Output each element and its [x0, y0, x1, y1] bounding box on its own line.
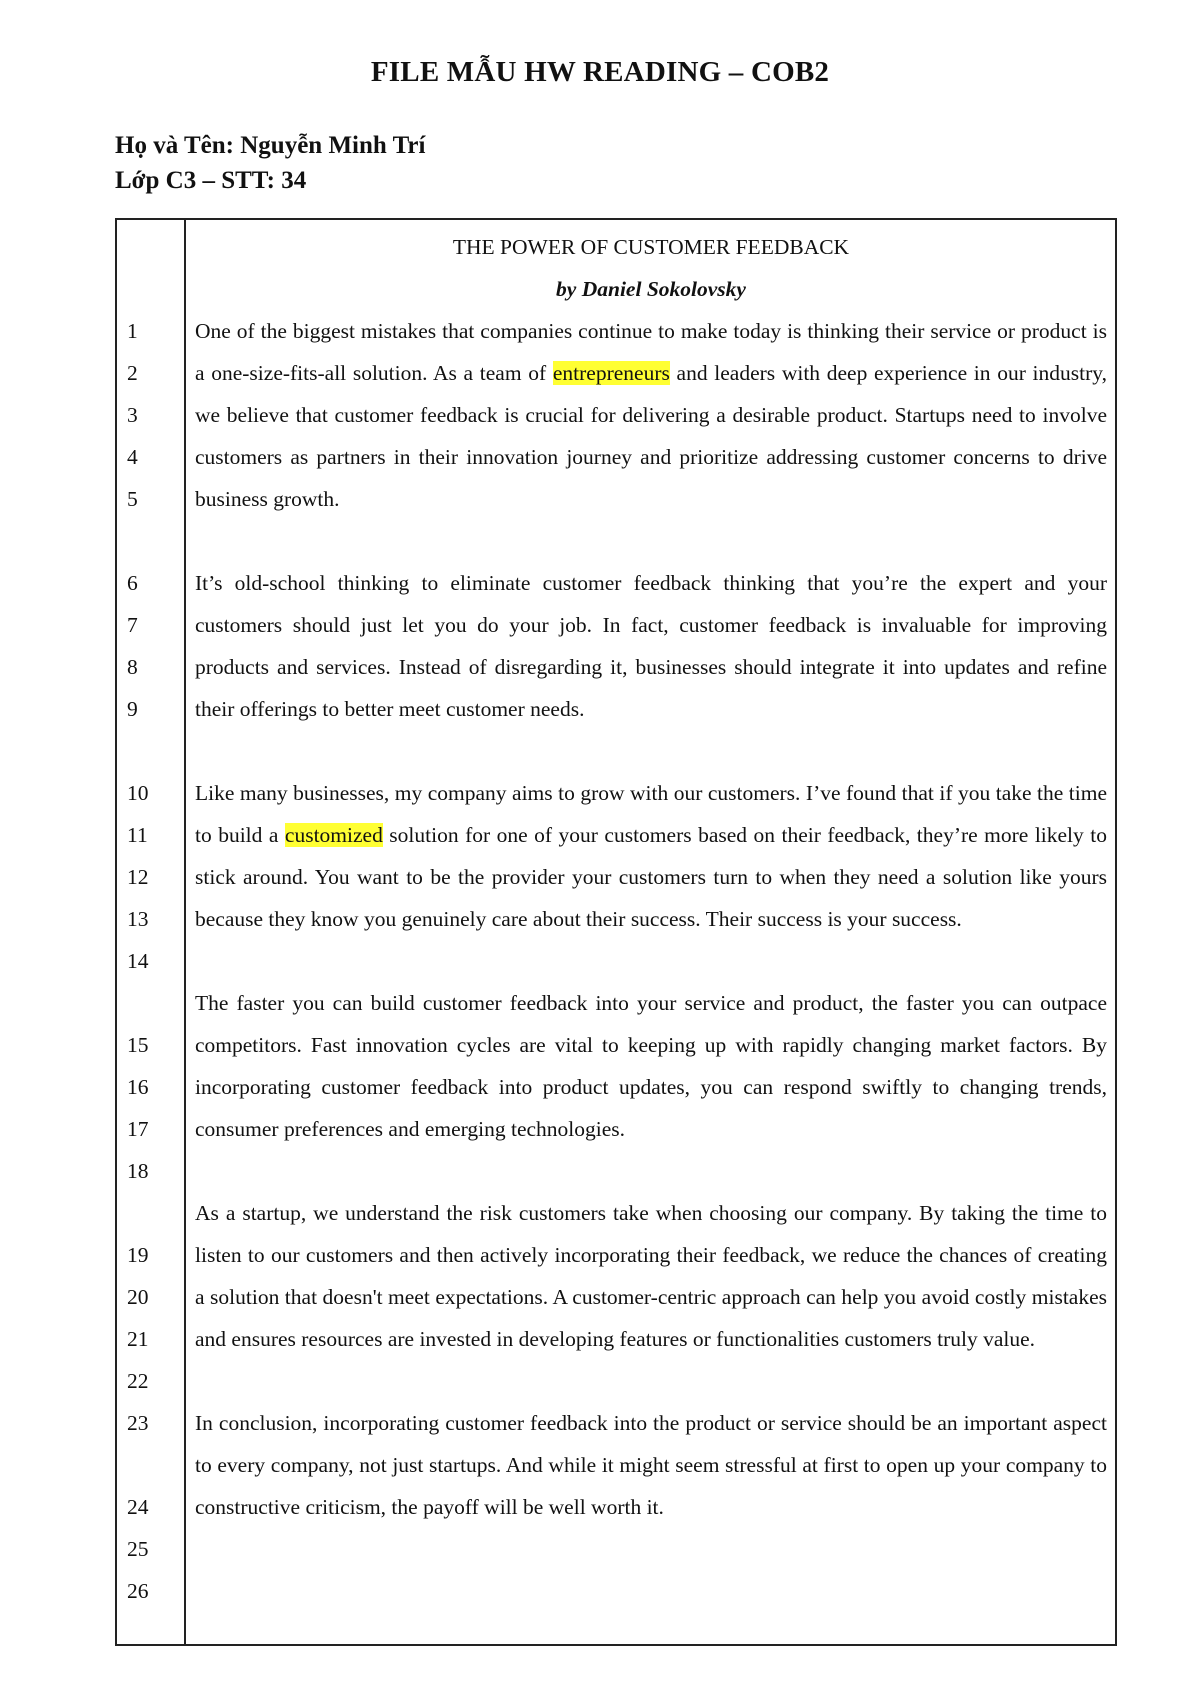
line-number: 11 — [127, 823, 148, 847]
paragraph-text: One of the biggest mistakes that companies continue to make today is thinking their service or product is a one-size-fits-all solution. As a team of — [195, 319, 1107, 385]
line-number: 3 — [127, 403, 138, 427]
paragraph-text: It’s old-school thinking to eliminate customer feedback thinking that you’re the expert and your customers should just let you do your job. In fact, customer feedback is invaluable for improving products and services. Instead of disregarding it, businesses should integrate it into updates and refine their offerings to better meet customer needs. — [195, 571, 1107, 721]
student-name: Họ và Tên: Nguyễn Minh Trí — [115, 132, 426, 159]
paragraph-text: Like many businesses, my company aims to grow with our customers. I’ve found that if you take the time to build a — [195, 781, 1107, 847]
line-number-block — [117, 1486, 184, 1612]
line-number: 25 — [127, 1537, 149, 1561]
line-number: 12 — [127, 865, 149, 889]
article-paragraph — [195, 772, 1107, 940]
line-number: 13 — [127, 907, 149, 931]
article-paragraph — [195, 1402, 1107, 1528]
paragraph-text: and leaders with deep experience in our industry, we believe that customer feedback is crucial for delivering a desirable product. Startups need to involve customers as partners in their innovation journey and prioritize addressing customer concerns to drive business growth. — [195, 361, 1107, 511]
line-number: 20 — [127, 1285, 149, 1309]
paragraph-text: The faster you can build customer feedback into your service and product, the faster you can outpace competitors. Fast innovation cycles are vital to keeping up with rapidly changing market factors. By incorporating customer feedback into product updates, you can respond swiftly to changing trends, consumer preferences and emerging technologies. — [195, 991, 1107, 1141]
line-number: 17 — [127, 1117, 149, 1141]
line-number-column — [117, 226, 184, 1612]
article-paragraph — [195, 982, 1107, 1150]
line-number: 18 — [127, 1159, 149, 1183]
line-number: 6 — [127, 571, 138, 595]
column-divider — [184, 220, 186, 1644]
paragraph-text: solution for one of your customers based on their feedback, they’re more likely to stick around. You want to be the provider your customers turn to when they need a solution like yours because they know you genuinely care about their success. Their success is your success. — [195, 823, 1107, 931]
line-number-block — [117, 310, 184, 520]
article-column — [195, 226, 1107, 1528]
line-number: 1 — [127, 319, 138, 343]
line-number-block — [117, 1024, 184, 1192]
paragraph-text: As a startup, we understand the risk customers take when choosing our company. By taking the time to listen to our customers and then actively incorporating their feedback, we reduce the chances of creating a solution that doesn't meet expectations. A customer-centric approach can help you avoid costly mistakes and ensures resources are invested in developing features or functionalities customers truly value. — [195, 1201, 1107, 1351]
document-title: FILE MẪU HW READING – COB2 — [370, 56, 830, 88]
line-number: 21 — [127, 1327, 149, 1351]
article-paragraph — [195, 310, 1107, 520]
line-number: 22 — [127, 1369, 149, 1393]
line-number-spacer — [117, 226, 184, 310]
line-number: 23 — [127, 1411, 149, 1435]
line-number: 10 — [127, 781, 149, 805]
line-number: 19 — [127, 1243, 149, 1267]
article-paragraph — [195, 1192, 1107, 1360]
line-number-block — [117, 772, 184, 982]
article-paragraph — [195, 562, 1107, 730]
line-number: 5 — [127, 487, 138, 511]
paragraph-text: In conclusion, incorporating customer feedback into the product or service should be an important aspect to every company, not just startups. And while it might seem stressful at first to open up your company to constructive criticism, the payoff will be well worth it. — [195, 1411, 1107, 1519]
student-info — [115, 128, 425, 198]
highlighted-word: customized — [284, 823, 383, 847]
line-number: 16 — [127, 1075, 149, 1099]
line-number: 4 — [127, 445, 138, 469]
line-number-block — [117, 1234, 184, 1444]
article-title: THE POWER OF CUSTOMER FEEDBACK — [452, 235, 850, 259]
line-number: 8 — [127, 655, 138, 679]
student-class: Lớp C3 – STT: 34 — [115, 167, 307, 194]
article-author: by Daniel Sokolovsky — [556, 277, 746, 301]
line-number-block — [117, 562, 184, 730]
line-number: 9 — [127, 697, 138, 721]
line-number: 7 — [127, 613, 138, 637]
line-number: 14 — [127, 949, 149, 973]
line-number: 24 — [127, 1495, 149, 1519]
line-number: 26 — [127, 1579, 149, 1603]
line-number: 2 — [127, 361, 138, 385]
highlighted-word: entrepreneurs — [552, 361, 670, 385]
line-number: 15 — [127, 1033, 149, 1057]
reading-table — [115, 218, 1117, 1646]
